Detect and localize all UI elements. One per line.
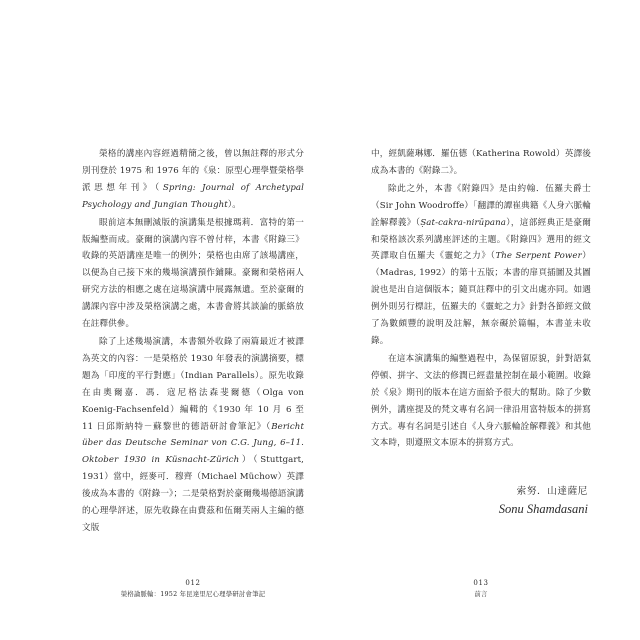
left-page-number: 012 <box>185 579 201 587</box>
left-p3-text-b: ）（Stuttgart, 1931）當中，經麥可．穆齊（Michael Müchow）英譯後成為本書的《附錄一》；二是榮格對於豪爾幾場德語演講的心理學評述，原先收錄在由費茲和伍爾芙兩人主編的德文版 <box>82 455 304 533</box>
signature-english: Sonu Shamdasani <box>498 502 588 516</box>
right-footer <box>371 578 591 599</box>
right-p2-text-b: ），這部經典正是豪爾和榮格該次系列講座評述的主題。《附錄四》選用的經文英譯取自伍羅夫《靈蛇之力》（ <box>371 217 591 262</box>
left-p3-text-a: 除了上述幾場演講，本書額外收錄了兩篇最近才被譯為英文的內容：一是榮格於 1930 年發表的演講摘要，標題為「印度的平行對應」（Indian Parallels）。原先收錄在由奧爾嘉．馮．寇尼格法森斐爾德（Olga von Koenig-Fachsenfeld）編輯的《1930 年 10 月 6 至 11 日邱斯納特－蘇黎世的德語研討會筆記》（ <box>82 336 304 432</box>
signature-chinese: 索努．山達薩尼 <box>516 486 588 497</box>
right-running-head: 前言 <box>474 590 488 598</box>
right-paragraph-3: 在這本演講集的編整過程中，為保留原貌，針對語氣停頓、拼字、文法的修潤已經盡量控制在最小範圍。收錄於《泉》期刊的版本在這方面給予很大的幫助。除了少數例外，講座提及的梵文專有名詞一律沿用富特版本的拼寫方式。專有名詞是引述自《人身六脈輪詮解釋義》和其他文本時，則遵照文本原本的拼寫方式。 <box>371 353 591 449</box>
right-paragraph-1: 中，經凱薩琳娜．羅伍德（Katherina Rowold）英譯後成為本書的《附錄二》。 <box>371 149 591 176</box>
right-page <box>371 146 591 453</box>
left-running-head: 榮格論脈輪：1952 年昆達里尼心理學研討會筆記 <box>120 590 266 598</box>
left-paragraph-3 <box>82 334 304 537</box>
right-p2-text-a: 除此之外，本書《附錄四》是由約翰．伍羅夫爵士（Sir John Woodroffe）「翻譯的譚崔典籍《人身六脈輪詮解釋義》（ <box>371 183 591 228</box>
seminar-report-title: Bericht über das Deutsche Seminar von C.G. Jung, 6–11. Oktober 1930 in Küsnacht-Zürich <box>82 421 304 466</box>
left-footer <box>82 578 304 599</box>
right-page-number: 013 <box>473 579 489 587</box>
right-p2-text-c: ）（Madras, 1992）的第十五版；本書的扉頁插圖及其圖說也是出自這個版本；隨頁註釋中的引文出處亦同。如遇例外則另行標註，伍羅夫的《靈蛇之力》針對各節經文做了為數頗豐的說明及註解，無奈礙於篇幅，本書並未收錄。 <box>371 251 591 346</box>
serpent-power-title: The Serpent Power <box>495 251 582 262</box>
left-paragraph-2: 眼前這本無刪減版的演講集是根據瑪莉．富特的第一版編整而成。豪爾的演講內容不曾付梓，本書《附錄三》收錄的英語講座是唯一的例外；榮格也由席了該場講座，以便為自己接下來的幾場演講預作鋪陳。豪爾和榮格兩人研究方法的相應之處在這場演講中展露無遺。至於豪爾的講課內容中涉及榮格演講之處，本書會將其談論的脈絡放在註釋供參。 <box>82 217 304 330</box>
signature-block <box>499 484 588 518</box>
left-p1-text-a: 榮格的講座內容經過精簡之後，曾以無註釋的形式分別刊登於 1975 和 1976 年的《泉：原型心理學暨榮格學派思想年刊》（ <box>82 149 304 193</box>
right-paragraph-2 <box>371 181 591 350</box>
left-paragraph-1 <box>82 146 304 214</box>
journal-title: Spring: Journal of Archetypal Psychology and Jungian Thought <box>82 182 304 210</box>
left-page <box>82 146 304 538</box>
sanskrit-title: Ṣat-cakra-nirūpana <box>420 217 506 228</box>
left-p1-text-b: ）。 <box>227 199 241 210</box>
